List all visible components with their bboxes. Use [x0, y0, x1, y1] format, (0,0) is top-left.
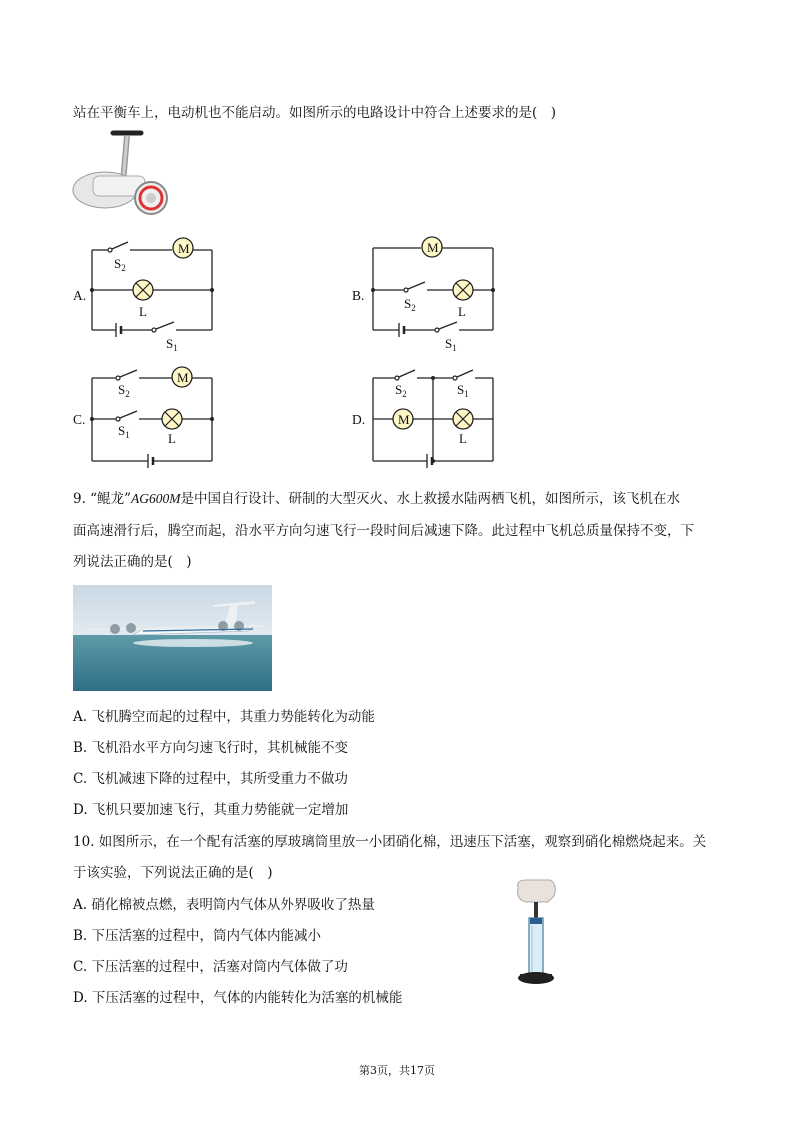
svg-text:S2: $S_2$	[114, 256, 126, 273]
q9-prefix: 9. “鲲龙”	[73, 491, 131, 507]
q10-option-d: D. 下压活塞的过程中，气体的内能转化为活塞的机械能	[73, 990, 403, 1006]
svg-text:M: M	[427, 240, 439, 255]
q9-model: AG600M	[130, 491, 181, 506]
svg-text:L: L	[139, 304, 147, 319]
q9-option-a: A. 飞机腾空而起的过程中，其重力势能转化为动能	[73, 709, 375, 725]
q9-option-d: D. 飞机只要加速飞行，其重力势能就一定增加	[73, 802, 349, 818]
q10-option-a: A. 硝化棉被点燃，表明筒内气体从外界吸收了热量	[73, 897, 375, 913]
q9-line-1	[73, 490, 680, 508]
svg-text:S1: $S_1$	[445, 336, 457, 353]
page-footer: 第3页，共17页	[359, 1064, 435, 1077]
q10-line-1: 10. 如图所示，在一个配有活塞的厚玻璃筒里放一小团硝化棉，迅速压下活塞，观察到硝化棉燃烧起来。关	[73, 834, 707, 850]
circuit-b	[371, 236, 501, 354]
q8-intro-line: 站在平衡车上，电动机也不能启动。如图所示的电路设计中符合上述要求的是( )	[73, 105, 557, 121]
svg-text:L: L	[168, 431, 176, 446]
svg-text:S2: $S_2$	[404, 296, 416, 313]
svg-text:S1: $S_1$	[166, 336, 178, 353]
q10-option-c: C. 下压活塞的过程中，活塞对筒内气体做了功	[73, 959, 348, 975]
svg-text:M: M	[178, 241, 190, 256]
option-c-label: C.	[73, 412, 86, 427]
q9-line-1-rest: 是中国自行设计、研制的大型灭火、水上救援水陆两栖飞机，如图所示，该飞机在水	[180, 491, 680, 507]
q10-option-b: B. 下压活塞的过程中，筒内气体内能减小	[73, 928, 322, 944]
svg-text:S1: $S_1$	[457, 382, 469, 399]
option-d-label: D.	[352, 412, 366, 427]
balance-scooter-image	[73, 128, 173, 218]
circuit-a	[90, 238, 220, 353]
circuit-d	[371, 367, 501, 467]
svg-text:S2: $S_2$	[395, 382, 407, 399]
amphibious-plane-photo	[73, 585, 272, 691]
svg-text:S2: $S_2$	[118, 382, 130, 399]
q10-line-2: 于该实验，下列说法正确的是( )	[73, 865, 273, 881]
glass-cylinder-piston-image	[510, 878, 560, 990]
q9-line-3: 列说法正确的是( )	[73, 554, 192, 570]
q9-option-b: B. 飞机沿水平方向匀速飞行时，其机械能不变	[73, 740, 349, 756]
svg-text:L: L	[459, 431, 467, 446]
svg-text:S1: $S_1$	[118, 423, 130, 440]
option-a-label: A.	[73, 288, 87, 303]
q9-option-c: C. 飞机减速下降的过程中，其所受重力不做功	[73, 771, 348, 787]
svg-text:M: M	[398, 412, 410, 427]
option-b-label: B.	[352, 288, 365, 303]
svg-text:L: L	[458, 304, 466, 319]
q9-line-2: 面高速滑行后，腾空而起，沿水平方向匀速飞行一段时间后减速下降。此过程中飞机总质量保持不变，下	[73, 523, 694, 539]
circuit-c	[90, 367, 220, 467]
svg-text:M: M	[177, 370, 189, 385]
